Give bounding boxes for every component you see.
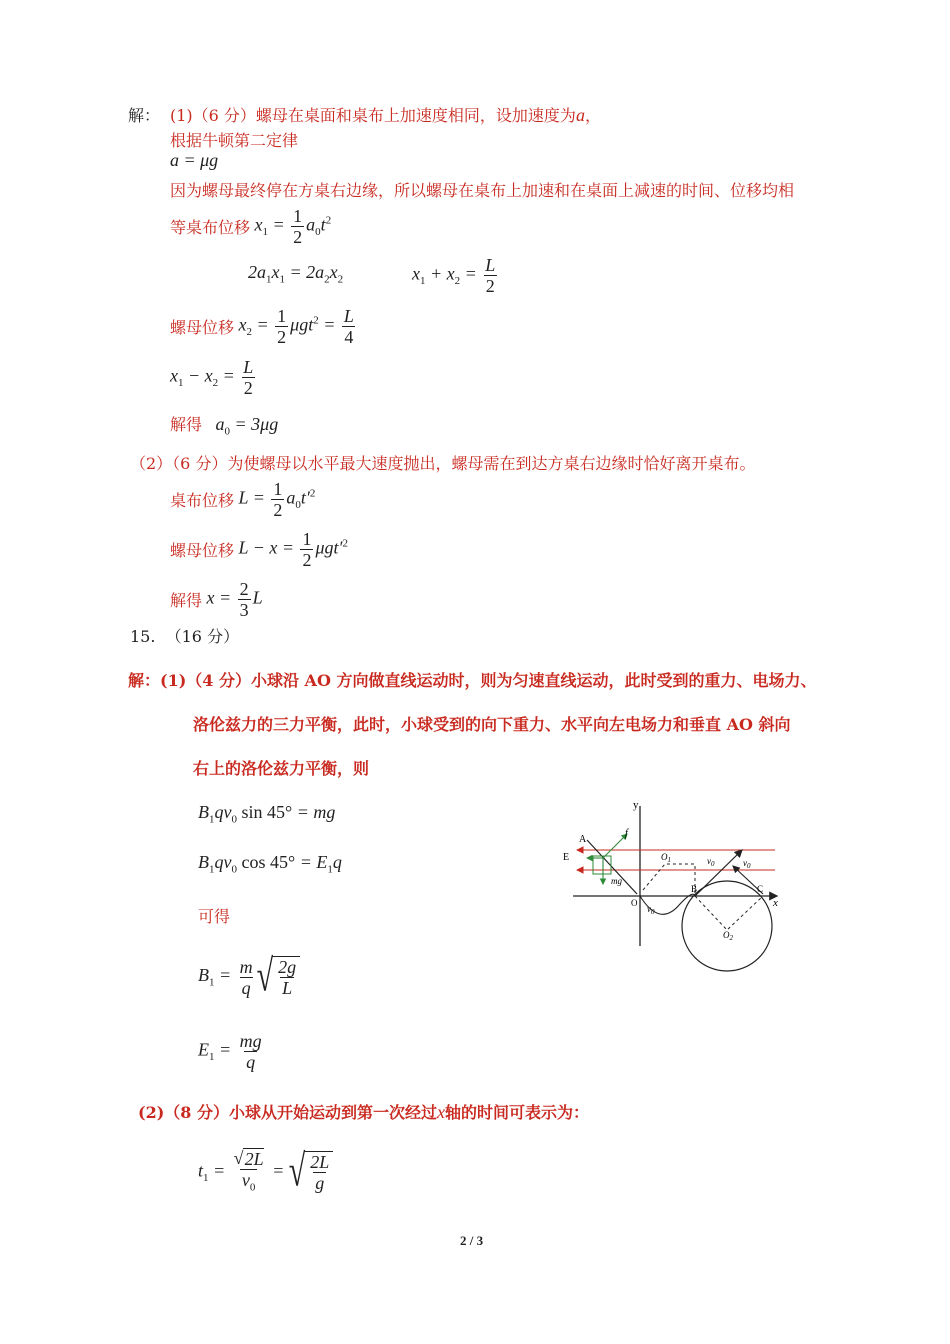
label-y: y (633, 799, 639, 811)
motion-diagram (555, 798, 795, 973)
label-f: f (625, 828, 628, 839)
force-box (593, 856, 611, 874)
question-15-heading: 15. （16 分） (130, 627, 240, 646)
label-o2: $O_2$ (723, 930, 733, 942)
label-b: B (691, 884, 698, 894)
equation-x1-minus-x2: $x_1 - x_2$ = $\frac{L}{2}$ (170, 356, 254, 398)
q15-part1-line1: 解：(1)（4 分）小球沿 AO 方向做直线运动时，则为匀速直线运动，此时受到的重力、电场力、 (128, 671, 817, 690)
nut-displacement-eq: 螺母位移 $x_2$ = $\frac{1}{2}$ μgt$^2$ = $\frac{L}{4}$ (170, 305, 354, 347)
part2-heading: （2）（6 分）为使螺母以水平最大速度抛出，螺母需在到达方桌右边缘时恰好离开桌布。 (130, 454, 756, 473)
label-o1: $O_1$ (661, 852, 671, 864)
part2-solve-x: 解得 x = $\frac{2}{3}$ L (170, 578, 263, 620)
label-o: O (631, 898, 638, 908)
label-a: A (579, 834, 587, 845)
part1-heading: (1)（6 分）螺母在桌面和桌布上加速度相同，设加速度为a， (170, 105, 601, 125)
label-v0-a: $v_0$ (647, 904, 655, 916)
q15-part2-heading: (2)（8 分）小球从开始运动到第一次经过x轴的时间可表示为： (138, 1102, 589, 1122)
q15-part1-line3: 右上的洛伦兹力平衡，则 (193, 759, 370, 778)
part2-nut-eq: 螺母位移 L − x = $\frac{1}{2}$ $\mu gt'^2$ (170, 528, 348, 570)
label-x: x (773, 897, 778, 909)
cloth-displacement-eq: 等桌布位移 $x_1$ = $\frac{1}{2}$ $a_0t^2$ (170, 205, 332, 247)
equation-e1-result: $E_1$ = $\frac{mg}{q}$ (198, 1030, 262, 1072)
label-c: C (757, 884, 764, 894)
equation-b1-sin: $B_1qv_0$ sin 45° = mg (198, 802, 336, 826)
dashed-o2 (695, 896, 763, 930)
q15-part1-line2: 洛伦兹力的三力平衡，此时，小球受到的向下重力、水平向左电场力和垂直 AO 斜向 (193, 715, 791, 734)
label-e: E (563, 852, 570, 863)
equation-t1: $t_1$ = √ 2L $v_0$ = √ $\frac{2L}{g}$ (198, 1144, 333, 1200)
page-number: 2 / 3 (460, 1233, 484, 1248)
part2-cloth-eq: 桌布位移 L = $\frac{1}{2}$ $a_0t'^2$ (170, 478, 316, 520)
force-lorentz (603, 834, 627, 858)
equation-b1-cos: $B_1qv_0$ $\cos 45^\circ = E_1q$ (198, 852, 342, 876)
label-v0-c: $v_0$ (743, 858, 751, 870)
label-mg: mg (611, 876, 622, 886)
equation-b1-result: $B_1$ = $\frac{m}{q}$ √ $\frac{2g}{L}$ (198, 950, 300, 1004)
solve-a0: 解得 $a_0 = 3\mu g$ (170, 414, 279, 438)
equation-a-mu-g: a = μg (170, 150, 219, 170)
label-v0-b: $v_0$ (707, 856, 715, 868)
circle-o2 (682, 881, 772, 971)
dashed-o1 (643, 864, 698, 896)
so-label: 可得 (198, 907, 231, 926)
equation-x1-plus-x2: $x_1 + x_2$ = $\frac{L}{2}$ (412, 254, 496, 296)
newton-law-line: 根据牛顿第二定律 (170, 131, 299, 150)
equation-2a1x1: $2a_1x_1 = 2a_2x_2$ (248, 262, 344, 286)
solution-label: 解： (128, 106, 161, 125)
reason-line: 因为螺母最终停在方桌右边缘，所以螺母在桌布上加速和在桌面上减速的时间、位移均相 (170, 181, 795, 200)
